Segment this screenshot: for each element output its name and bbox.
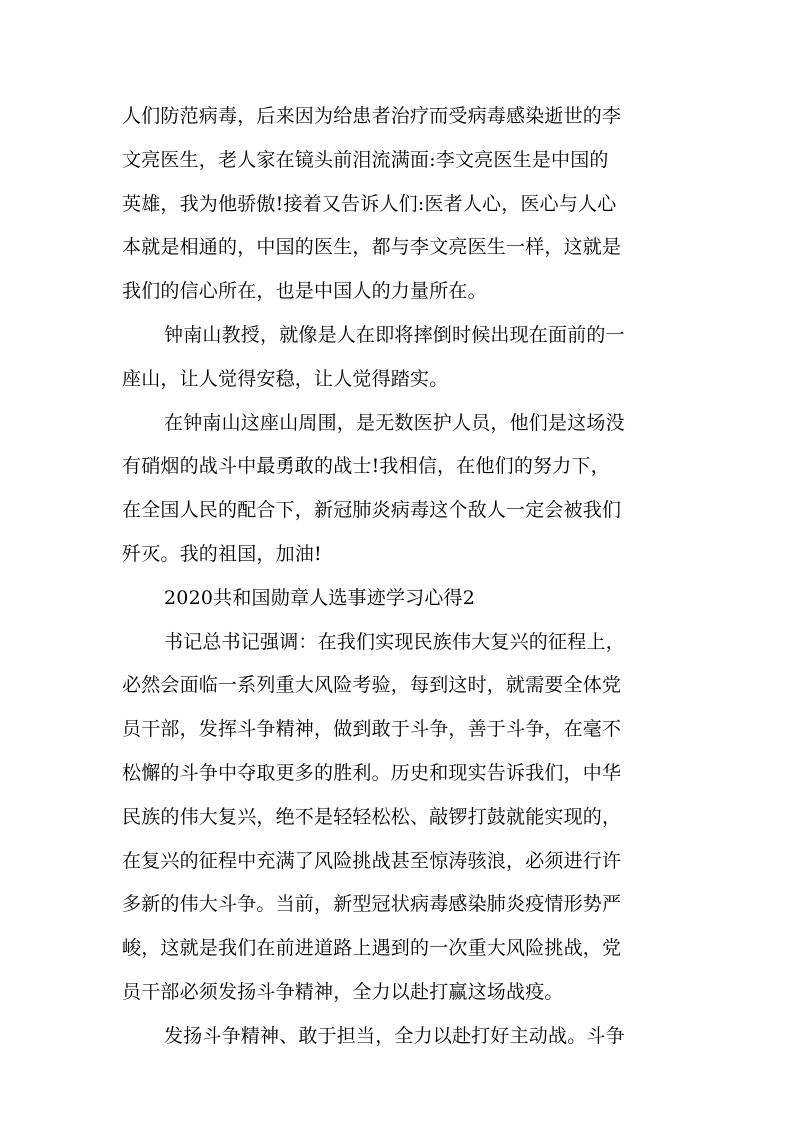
- paragraph-line: 在钟南山这座山周围，是无数医护人员，他们是这场没: [164, 412, 625, 434]
- paragraph-line: 必然会面临一系列重大风险考验，每到这时，就需要全体党: [122, 674, 622, 696]
- section-heading: 2020共和国勋章人选事迹学习心得2: [164, 587, 476, 609]
- paragraph-line: 我们的信心所在，也是中国人的力量所在。: [122, 280, 487, 302]
- paragraph-line: 员干部必须发扬斗争精神，全力以赴打赢这场战疫。: [122, 981, 564, 1003]
- paragraph-line: 在复兴的征程中充满了风险挑战甚至惊涛骇浪，必须进行许: [122, 850, 622, 872]
- paragraph-line: 书记总书记强调：在我们实现民族伟大复兴的征程上，: [164, 631, 625, 653]
- paragraph-line: 峻，这就是我们在前进道路上遇到的一次重大风险挑战，党: [122, 937, 622, 959]
- paragraph-line: 歼灭。我的祖国，加油!: [122, 543, 322, 565]
- paragraph-line: 英雄，我为他骄傲!接着又告诉人们:医者人心，医心与人心: [122, 193, 617, 215]
- paragraph-line: 民族的伟大复兴，绝不是轻轻松松、敲锣打鼓就能实现的，: [122, 806, 622, 828]
- paragraph-line: 文亮医生，老人家在镜头前泪流满面:李文亮医生是中国的: [122, 149, 609, 171]
- paragraph-line: 多新的伟大斗争。当前，新型冠状病毒感染肺炎疫情形势严: [122, 893, 622, 915]
- paragraph-line: 本就是相通的，中国的医生，都与李文亮医生一样，这就是: [122, 236, 622, 258]
- paragraph-line: 在全国人民的配合下，新冠肺炎病毒这个敌人一定会被我们: [122, 499, 622, 521]
- paragraph-line: 员干部，发挥斗争精神，做到敢于斗争，善于斗争，在毫不: [122, 718, 622, 740]
- paragraph-line: 座山，让人觉得安稳，让人觉得踏实。: [122, 368, 449, 390]
- paragraph-line: 人们防范病毒，后来因为给患者治疗而受病毒感染逝世的李: [122, 105, 622, 127]
- paragraph-line: 松懈的斗争中夺取更多的胜利。历史和现实告诉我们，中华: [122, 762, 622, 784]
- paragraph-line: 发扬斗争精神、敢于担当，全力以赴打好主动战。斗争: [164, 1025, 625, 1047]
- paragraph-line: 有硝烟的战斗中最勇敢的战士!我相信，在他们的努力下，: [122, 455, 610, 477]
- paragraph-line: 钟南山教授，就像是人在即将摔倒时候出现在面前的一: [164, 324, 625, 346]
